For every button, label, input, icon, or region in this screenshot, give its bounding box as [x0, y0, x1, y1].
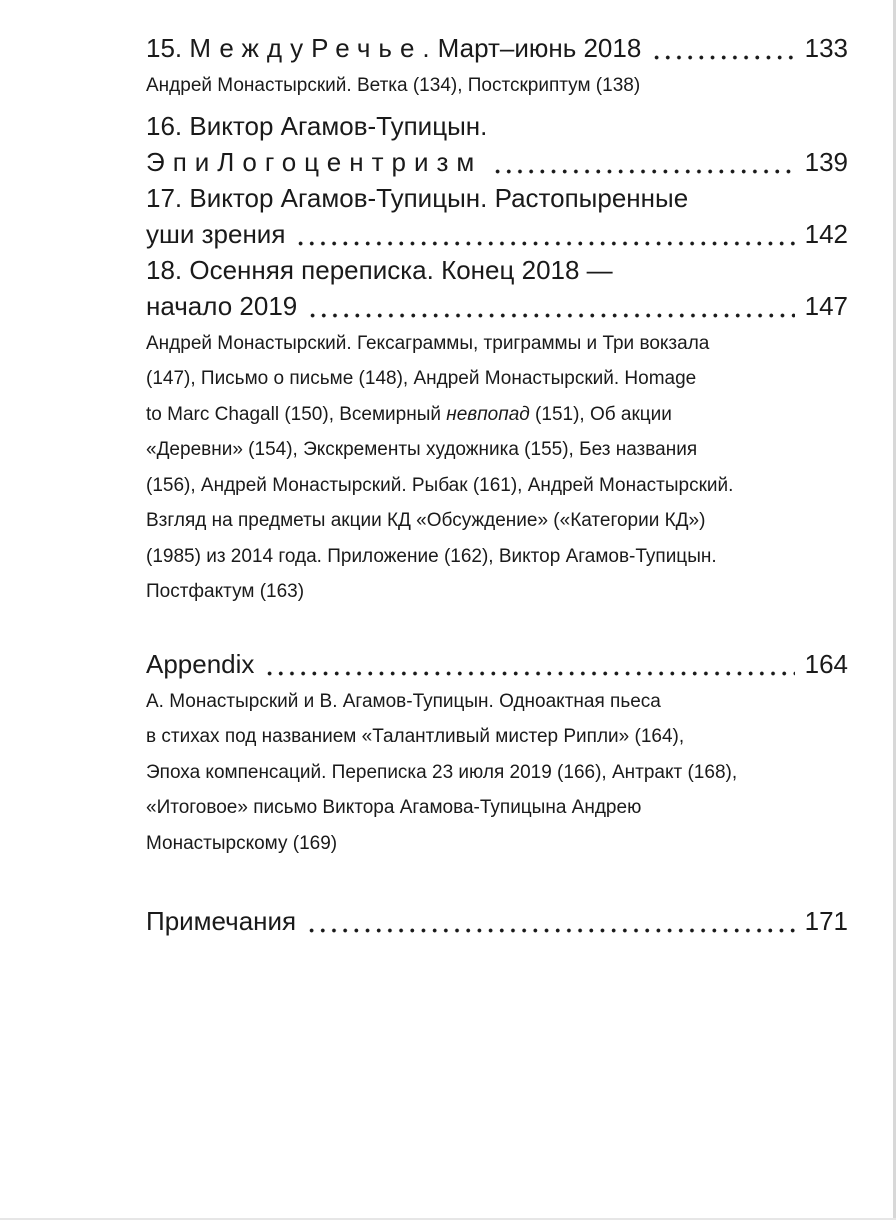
toc-entry-title: 17. Виктор Агамов-Тупицын. Растопыренные: [146, 182, 689, 213]
toc-entry-appendix[interactable]: [146, 646, 848, 682]
dot-leader: [306, 928, 795, 933]
contents-line: Монастырскому (169): [146, 832, 338, 854]
dot-leader: [307, 313, 794, 318]
page-number: 147: [804, 290, 848, 321]
toc-entry-contents: Андрей Монастырский. Ветка (134), Постскриптум (138): [146, 75, 641, 96]
page-number: 142: [804, 218, 848, 249]
dot-leader: [492, 169, 794, 174]
toc-entry-title: Примечания: [146, 906, 297, 936]
toc-entry-notes[interactable]: [146, 903, 848, 939]
contents-line: А. Монастырский и В. Агамов-Тупицын. Одноактная пьеса: [146, 690, 661, 712]
toc-entry-16[interactable]: [146, 108, 848, 180]
contents-line: (1985) из 2014 года. Приложение (162), Виктор Агамов-Тупицын.: [146, 545, 717, 567]
dot-leader: [651, 55, 794, 60]
contents-line: Постфактум (163): [146, 581, 305, 602]
contents-line: в стихах под названием «Талантливый мистер Рипли» (164),: [146, 726, 685, 747]
toc-entry-title: Appendix: [146, 648, 255, 679]
dot-leader: [295, 241, 794, 246]
italic-word: невпопад: [446, 403, 530, 425]
toc-entry-contents: [146, 326, 848, 610]
contents-line: Андрей Монастырский. Гексаграммы, триграммы и Три вокзала: [146, 332, 710, 354]
dot-leader: [264, 671, 794, 676]
page-number: 164: [804, 648, 848, 679]
contents-line: to Marc Chagall (150), Всемирный невпопад (151), Об акции: [146, 403, 672, 425]
page-number: 139: [804, 146, 848, 177]
contents-line: (156), Андрей Монастырский. Рыбак (161), Андрей Монастырский.: [146, 474, 734, 496]
toc-entry-title: 15. МеждуРечье.Март–июнь 2018: [146, 33, 642, 63]
toc-entry-18[interactable]: [146, 252, 848, 324]
contents-line: «Итоговое» письмо Виктора Агамова-Тупицына Андрею: [146, 797, 642, 818]
toc-entry-contents: [146, 684, 848, 862]
page-number: 171: [804, 906, 848, 936]
toc-entry-title-cont: ЭпиЛогоцентризм: [146, 146, 483, 177]
toc-entry-title-cont: начало 2019: [146, 290, 298, 321]
toc-entry-15[interactable]: [146, 30, 848, 66]
contents-line: (147), Письмо о письме (148), Андрей Монастырский. Homage: [146, 368, 697, 389]
contents-line: Эпоха компенсаций. Переписка 23 июля 2019 (166), Антракт (168),: [146, 761, 738, 783]
toc-entry-title-cont: уши зрения: [146, 218, 286, 249]
page-number: 133: [804, 33, 848, 63]
toc-entry-title: 18. Осенняя переписка. Конец 2018 —: [146, 254, 613, 285]
contents-line: «Деревни» (154), Экскременты художника (155), Без названия: [146, 439, 698, 460]
table-of-contents: [146, 30, 848, 939]
toc-entry-title: 16. Виктор Агамов-Тупицын.: [146, 110, 488, 141]
contents-line: Взгляд на предметы акции КД «Обсуждение» («Категории КД»): [146, 510, 706, 531]
toc-entry-17[interactable]: [146, 180, 848, 252]
